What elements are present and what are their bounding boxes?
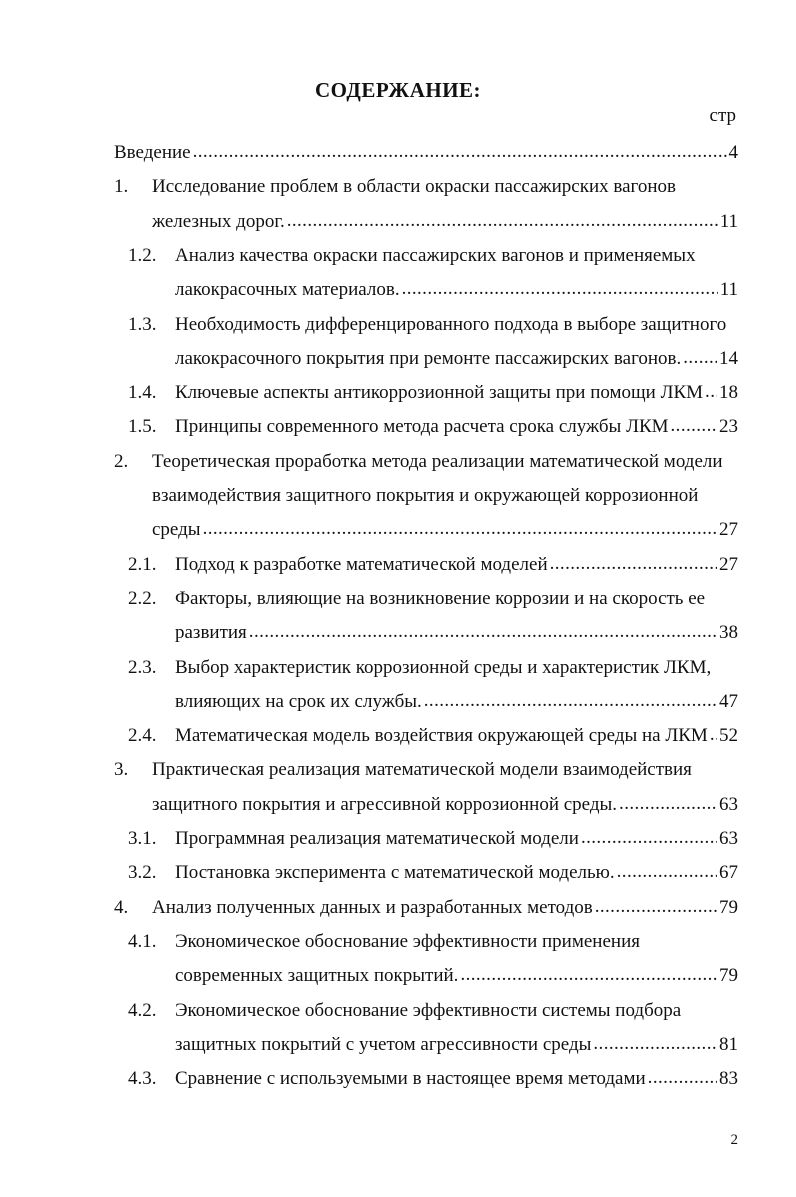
- toc-entry-text: Постановка эксперимента с математической моделью.: [175, 862, 615, 884]
- toc-leader-dots: [648, 1066, 717, 1090]
- toc-entry-number: 3.: [114, 759, 129, 781]
- toc-line: [152, 484, 698, 508]
- toc-page-number: 14: [719, 347, 738, 369]
- toc-entry-text: Необходимость дифференцированного подхода в выборе защитного: [175, 313, 727, 335]
- toc-entry-number: 1.2.: [128, 244, 157, 266]
- toc-page-number: 47: [719, 690, 738, 712]
- toc-line: [128, 313, 727, 337]
- toc-leader-dots: [671, 414, 717, 438]
- toc-line: [175, 347, 738, 371]
- page-title: СОДЕРЖАНИЕ:: [314, 78, 482, 102]
- toc-line: [128, 381, 738, 405]
- toc-page-number: 18: [719, 382, 738, 404]
- toc-entry-text: Подход к разработке математической моделей: [175, 553, 548, 575]
- toc-page-number: 11: [719, 279, 738, 301]
- toc-line: [128, 244, 696, 268]
- toc-entry-number: 1.4.: [128, 382, 157, 404]
- toc-entry-text: Анализ качества окраски пассажирских вагонов и применяемых: [175, 244, 696, 266]
- toc-entry-text: Экономическое обоснование эффективности применения: [175, 930, 640, 952]
- toc-page-number: 81: [719, 1033, 738, 1055]
- toc-page-number: 63: [719, 828, 738, 849]
- toc-page-number: 38: [719, 622, 738, 644]
- toc-page-number: 23: [719, 416, 738, 438]
- toc-leader-dots: [705, 380, 717, 404]
- toc-entry-number: 1.: [114, 176, 129, 198]
- toc-entry-text: современных защитных покрытий.: [175, 965, 459, 987]
- toc-entry-text: Факторы, влияющие на возникновение коррозии и на скорость ее: [175, 587, 706, 609]
- toc-entry-text: защитных покрытий с учетом агрессивности среды: [175, 1033, 592, 1055]
- toc-line: [114, 175, 676, 199]
- toc-entry-number: 1.5.: [128, 416, 157, 438]
- toc-leader-dots: [193, 140, 727, 164]
- toc-entry-number: 3.2.: [128, 862, 157, 884]
- toc-leader-dots: [581, 826, 717, 850]
- toc-page-number: 67: [719, 862, 738, 884]
- toc-page-number: 79: [719, 896, 738, 918]
- toc-line: [128, 999, 682, 1023]
- toc-page-number: 4: [728, 142, 738, 163]
- toc-entry-text: Теоретическая проработка метода реализации математической модели: [152, 450, 723, 472]
- toc-line: [128, 930, 640, 954]
- toc-line: [114, 450, 723, 474]
- toc-entry-text: Математическая модель воздействия окружающей среды на ЛКМ: [175, 725, 708, 747]
- toc-page-number: 27: [719, 519, 738, 541]
- toc-line: [114, 141, 738, 165]
- toc-leader-dots: [710, 723, 717, 747]
- toc-entry-text: железных дорог.: [152, 210, 285, 232]
- toc-entry-number: 2.2.: [128, 587, 157, 609]
- toc-entry-number: 4.2.: [128, 999, 157, 1021]
- toc-line: [175, 621, 738, 645]
- toc-entry-text: лакокрасочного покрытия при ремонте пассажирских вагонов.: [175, 347, 682, 369]
- toc-entry-text: Экономическое обоснование эффективности системы подбора: [175, 999, 682, 1021]
- toc-line: [128, 827, 738, 851]
- toc-entry-text: влияющих на срок их службы.: [175, 690, 422, 712]
- toc-entry-text: развития: [175, 622, 247, 644]
- page-column-label: стр: [709, 105, 736, 126]
- toc-entry-number: 4.3.: [128, 1068, 157, 1090]
- toc-line: [175, 690, 738, 714]
- toc-entry-number: 2.4.: [128, 725, 157, 747]
- toc-entry-text: Введение: [114, 142, 191, 163]
- toc-entry-number: 4.: [114, 896, 129, 918]
- toc-entry-text: лакокрасочных материалов.: [175, 279, 400, 301]
- toc-leader-dots: [550, 552, 717, 576]
- toc-leader-dots: [287, 209, 718, 233]
- toc-line: [114, 758, 692, 782]
- toc-line: [128, 587, 706, 611]
- toc-leader-dots: [619, 792, 717, 816]
- toc-entry-text: Выбор характеристик коррозионной среды и характеристик ЛКМ,: [175, 656, 712, 678]
- toc-entry-number: 2.3.: [128, 656, 157, 678]
- toc-leader-dots: [617, 860, 717, 884]
- toc-leader-dots: [402, 277, 718, 301]
- toc-line: [128, 553, 738, 577]
- toc-line: [175, 278, 738, 302]
- toc-entry-number: 2.: [114, 450, 129, 472]
- toc-line: [152, 518, 738, 542]
- toc-line: [152, 210, 738, 234]
- toc-line: [128, 861, 738, 885]
- toc-page-number: 27: [719, 553, 738, 575]
- toc-line: [128, 724, 738, 748]
- page-number: 2: [730, 1132, 738, 1148]
- toc-entry-text: защитного покрытия и агрессивной коррозионной среды.: [152, 793, 618, 815]
- toc-leader-dots: [683, 346, 717, 370]
- toc-entry-text: Практическая реализация математической модели взаимодействия: [152, 759, 692, 781]
- toc-line: [175, 964, 738, 988]
- toc-leader-dots: [203, 517, 717, 541]
- toc-entry-number: 2.1.: [128, 553, 157, 575]
- toc-line: [175, 1033, 738, 1057]
- toc-leader-dots: [424, 689, 717, 713]
- toc-page-number: 83: [719, 1068, 738, 1090]
- toc-entry-number: 1.3.: [128, 313, 157, 335]
- toc-leader-dots: [460, 963, 717, 987]
- toc-entry-number: 4.1.: [128, 930, 157, 952]
- toc-entry-text: Исследование проблем в области окраски пассажирских вагонов: [152, 176, 676, 198]
- toc-entry-text: среды: [152, 519, 201, 541]
- toc-page-number: 63: [719, 793, 738, 815]
- toc-line: [128, 656, 712, 680]
- toc-entry-number: 3.1.: [128, 828, 157, 849]
- toc-entry-text: взаимодействия защитного покрытия и окружающей коррозионной: [152, 485, 699, 506]
- toc-page-number: 52: [719, 725, 738, 747]
- toc-entry-text: Ключевые аспекты антикоррозионной защиты при помощи ЛКМ: [175, 382, 704, 404]
- toc-entry-text: Программная реализация математической модели: [175, 828, 579, 849]
- toc-line: [152, 793, 738, 817]
- toc-line: [128, 1067, 738, 1091]
- toc-leader-dots: [593, 1032, 717, 1056]
- toc-page-number: 79: [719, 965, 738, 987]
- toc-line: [114, 896, 738, 920]
- toc-entry-text: Принципы современного метода расчета срока службы ЛКМ: [175, 416, 669, 438]
- toc-entry-text: Сравнение с используемыми в настоящее время методами: [175, 1068, 646, 1090]
- toc-leader-dots: [249, 620, 717, 644]
- toc-page-number: 11: [719, 210, 738, 232]
- toc-line: [128, 415, 738, 439]
- toc-leader-dots: [595, 895, 717, 919]
- toc-entry-text: Анализ полученных данных и разработанных методов: [152, 896, 593, 918]
